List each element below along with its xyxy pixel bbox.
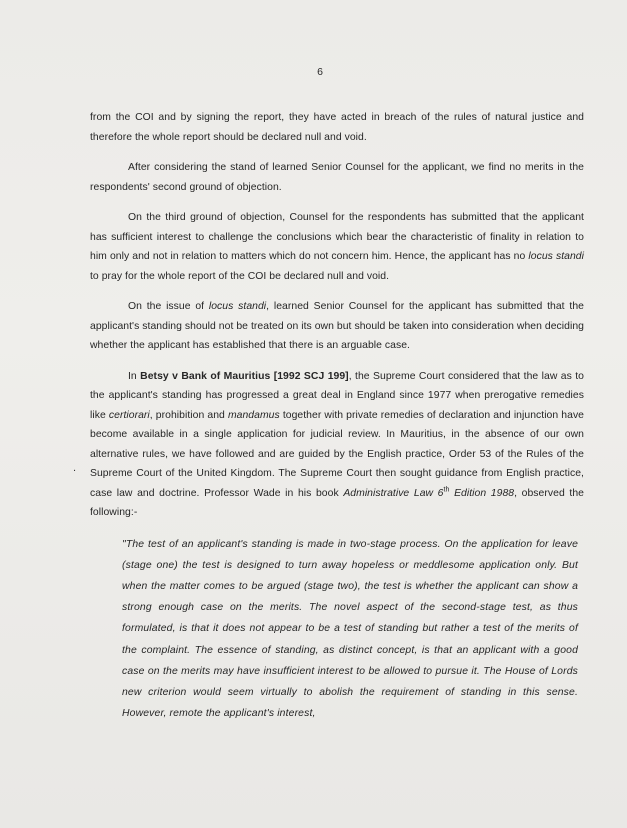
- latin-term: mandamus: [227, 409, 280, 421]
- latin-term: locus standi: [528, 251, 584, 262]
- paragraph-continued: from the COI and by signing the report, they have acted in breach of the rules of natural justice and therefore the whole report should be declared null and void.: [90, 112, 584, 143]
- page-number: 6: [317, 66, 323, 78]
- margin-mark: .: [73, 462, 77, 474]
- latin-term: certiorari: [108, 409, 150, 421]
- paragraph-locus-standi: [90, 297, 584, 356]
- text-run: On the third ground of objection, Counsel for the respondents has submitted that the applicant has sufficient interest to challenge the conclusions which bear the characteristic of finality in relation to him only and not in relation to matters which do not concern him. Hence, the applicant has no: [90, 212, 584, 262]
- paragraph-second-ground: After considering the stand of learned Senior Counsel for the applicant, we find no merits in the respondents' second ground of objection.: [90, 162, 584, 193]
- latin-term: locus standi: [208, 301, 267, 312]
- text-run: together with private remedies of declaration and injunction have become available in a single application for judicial review. In Mauritius, in the absence of our own alternative rules, we have followed and are guided by the English practice, Order 53 of the Rules of the Supreme Court of the United Kingdom. The Supreme Court then sought guidance from English practice, case law and doctrine. Professor Wade in his book: [90, 409, 585, 499]
- case-name: Betsy v Bank of Mauritius: [140, 370, 271, 382]
- block-quote: "The test of an applicant's standing is made in two-stage process. On the application for leave (stage one) the test is designed to turn away hopeless or meddlesome application only. But when the matter comes to be argued (stage two), the test is whether the applicant can show a strong enough case on the merits. The novel aspect of the second-stage test, as thus formulated, is that it does not appear to be a test of standing but rather a test of the merits of the complaint. The essence of standing, as distinct concept, is that an applicant with a good case on the merits may have insufficient interest to be allowed to pursue it. The House of Lords new criterion would seem virtually to abolish the requirement of standing in this sense. However, remote the applicant's interest,: [122, 538, 578, 720]
- text-run: In: [128, 370, 141, 382]
- paragraph-betsy-case: [90, 367, 584, 523]
- text-run: , the Supreme Court considered that the law as to the applicant's standing has progressed a great deal in England since 1977 when prerogative remedies like: [90, 370, 585, 421]
- case-citation: [1992 SCJ 199]: [273, 370, 349, 382]
- body-text: [90, 108, 584, 724]
- edition-superscript: th: [443, 486, 450, 494]
- text-run: On the issue of: [128, 301, 209, 312]
- paragraph-third-ground: [90, 208, 584, 286]
- text-run: , learned Senior Counsel for the applicant has submitted that the applicant's standing should not be treated on its own but should be taken into consideration when deciding whether the applicant has established that there is an arguable case.: [90, 301, 584, 351]
- book-edition: Edition 1988: [449, 487, 515, 499]
- text-run: , observed the following:-: [90, 487, 584, 518]
- text-run: , prohibition and: [149, 409, 228, 421]
- book-title: Administrative Law 6: [343, 487, 444, 499]
- text-run: to pray for the whole report of the COI be declared null and void.: [90, 270, 390, 282]
